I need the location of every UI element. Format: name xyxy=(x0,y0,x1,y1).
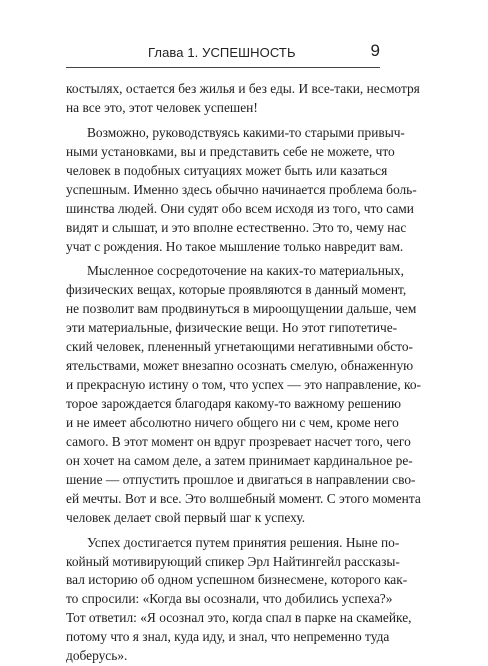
header-rule xyxy=(66,67,380,68)
text-line: Мысленное сосредоточение на каких-то материальных, xyxy=(87,263,404,279)
text-line: ятельствами, может внезапно осознать смелую, обнаженную xyxy=(66,358,414,374)
text-line: он хочет на самом деле, а затем принимает кардинальное ре- xyxy=(66,452,413,468)
text-line: доберусь». xyxy=(66,648,128,664)
text-line: шинства людей. Они судят обо всем исходя из того, что сами xyxy=(66,200,414,216)
page-number: 9 xyxy=(370,41,380,60)
text-line: учат с рождения. Но такое мышление только навредит вам. xyxy=(66,238,404,254)
text-line: вал историю об одном успешном бизнесмене, которого как- xyxy=(66,572,408,588)
text-line: ными установками, вы и представить себе не можете, что xyxy=(66,143,395,159)
paragraph-4 xyxy=(66,534,412,666)
text-line: не позволит вам продвинуться в мироощущении дальше, чем xyxy=(66,301,417,317)
text-line: человек делает свой первый шаг к успеху. xyxy=(66,509,306,525)
text-line: то спросили: «Когда вы осознали, что добились успеха?» xyxy=(66,591,393,607)
text-line: и прекрасную истину о том, что успех — это направление, ко- xyxy=(66,377,422,393)
running-head xyxy=(66,43,380,65)
text-line: шение — отпустить прошлое и двигаться в направлении сво- xyxy=(66,471,416,487)
text-line: койный мотивирующий спикер Эрл Найтингейл рассказы- xyxy=(66,553,400,569)
text-line: самого. В этот момент он вдруг прозревает насчет того, чего xyxy=(66,433,411,449)
body-text xyxy=(66,80,422,666)
text-line: человек в подобных ситуациях может быть или казаться xyxy=(66,162,388,178)
text-line: ей мечты. Вот и все. Это волшебный момент. С этого момента xyxy=(66,490,421,506)
paragraph-2 xyxy=(66,124,417,257)
text-line: и не имеет абсолютно ничего общего ни с чем, кроме него xyxy=(66,414,399,430)
text-line: эти материальные, физические вещи. Но этот гипотетиче- xyxy=(66,320,398,336)
text-line: видят и слышат, и это вполне естественно. Это то, чему нас xyxy=(66,219,407,235)
text-line: физических вещах, которые проявляются в данный момент, xyxy=(66,282,407,298)
paragraph-3 xyxy=(66,262,422,527)
text-line: Успех достигается путем принятия решения. Ныне по- xyxy=(87,534,400,550)
text-line: ский человек, плененный угнетающими негативными обсто- xyxy=(66,339,414,355)
text-line: торое зарождается благодаря какому-то важному решению xyxy=(66,396,402,411)
text-line: костылях, остается без жилья и без еды. И все-таки, несмотря xyxy=(66,81,420,96)
text-line: Возможно, руководствуясь какими-то старыми привыч- xyxy=(87,124,405,140)
paragraph-1 xyxy=(66,80,420,118)
text-line: Тот ответил: «Я осознал это, когда спал в парке на скамейке, xyxy=(66,610,412,626)
text-line: потому что я знал, куда иду, и знал, что непременно туда xyxy=(66,629,390,645)
chapter-title: Глава 1. УСПЕШНОСТЬ xyxy=(148,45,296,60)
text-line: успешным. Именно здесь обычно начинается проблема боль- xyxy=(66,181,417,197)
text-line: на все это, этот человек успешен! xyxy=(66,99,258,115)
